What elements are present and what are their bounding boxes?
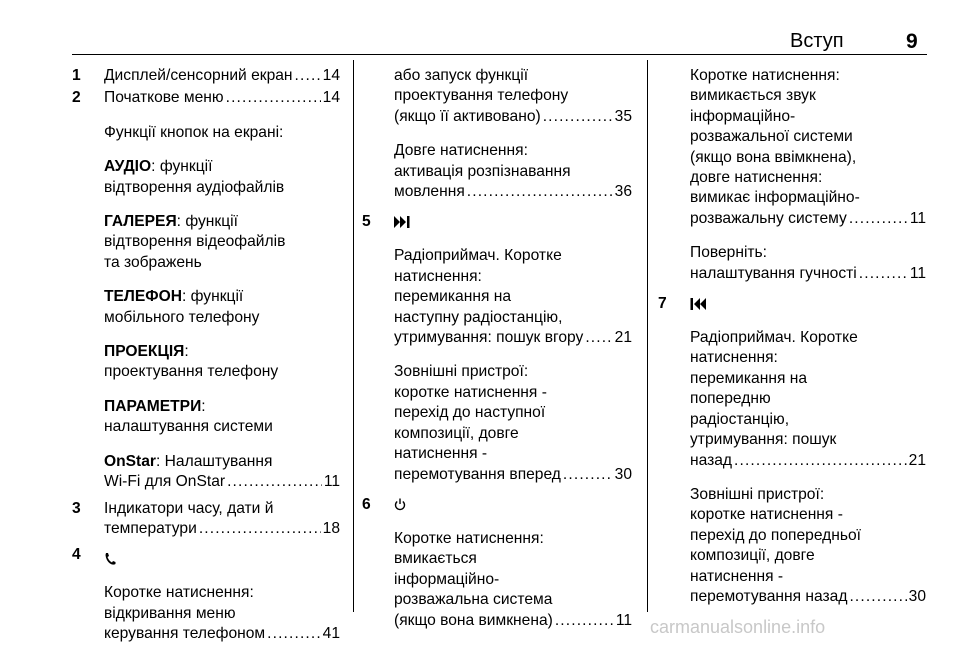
phone-icon	[104, 552, 116, 566]
item-text: Початкове меню	[104, 89, 224, 107]
list-item-2	[72, 88, 340, 492]
item-number: 6	[362, 495, 371, 513]
page-number: 9	[906, 30, 918, 53]
gallery-key: ГАЛЕРЕЯ	[104, 213, 177, 231]
page-ref: 30	[908, 587, 926, 605]
column-divider-left	[353, 60, 354, 612]
phone-entry: ТЕЛЕФОН: функції мобільного телефону	[104, 288, 260, 326]
item-6-description: Коротке натиснення: вмикається інформаційно- розважальна система (якщо вона вимкнена) . . . 11	[394, 529, 632, 631]
projection-key: ПРОЕКЦІЯ	[104, 343, 185, 361]
column-3	[658, 66, 926, 607]
page-ref: 11	[909, 264, 926, 282]
onstar-key: OnStar	[104, 452, 156, 470]
previous-track-icon	[690, 298, 706, 310]
projection-entry: ПРОЕКЦІЯ: проектування телефону	[104, 343, 279, 381]
page-ref: 14	[322, 89, 340, 107]
onstar-entry: OnStar: Налаштування Wi-Fi для OnStar . . . 11	[104, 452, 340, 493]
item-5-radio: Радіоприймач. Коротке натиснення: перемикання на наступну радіостанцію, утримування: пошук вгору . . . 21	[394, 246, 632, 348]
audio-key: АУДІО	[104, 158, 152, 176]
page-ref: 21	[614, 329, 632, 347]
page-ref: 18	[322, 519, 340, 537]
page-ref: 30	[614, 465, 632, 483]
item-6-continued: Коротке натиснення: вимикається звук інформаційно- розважальної системи (якщо вона ввімкнена), довге натиснення: вимикає інформаційно- розважальну систему . . . 11 Поверніть: налаштування гучності . . . 11	[658, 66, 926, 284]
item-number: 7	[658, 295, 667, 313]
page-ref: 21	[908, 451, 926, 469]
list-item-1	[72, 66, 340, 86]
page-ref: 35	[614, 107, 632, 125]
item-7-radio: Радіоприймач. Коротке натиснення: перемикання на попередню радіостанцію, утримування: пошук назад . . . 21	[690, 328, 926, 471]
gallery-entry: ГАЛЕРЕЯ: функції відтворення відеофайлів та зображень	[104, 213, 286, 271]
phone-key: ТЕЛЕФОН	[104, 288, 182, 306]
page-ref: 11	[615, 611, 632, 629]
list-item-6	[362, 491, 632, 631]
item-number: 2	[72, 89, 81, 107]
item-5-external: Зовнішні пристрої: коротке натиснення - перехід до наступної композиції, довге натиснення - перемотування вперед . . . 30	[394, 362, 632, 484]
list-item-3: 3 Індикатори часу, дати й температури . . . 18	[72, 499, 340, 540]
item-number: 4	[72, 546, 81, 564]
list-item-5	[362, 208, 632, 484]
page-header	[0, 30, 960, 60]
list-item-7	[658, 290, 926, 607]
page-ref: 11	[323, 473, 340, 491]
item-text: Дисплей/сенсорний екран	[104, 67, 293, 84]
long-press-entry: Довге натиснення: активація розпізнавання мовлення . . . 36	[394, 141, 632, 202]
item-number: 1	[72, 67, 81, 84]
page-title: Вступ	[790, 30, 844, 52]
column-2	[362, 66, 632, 631]
next-track-icon	[394, 216, 410, 228]
page-ref: 36	[614, 183, 632, 201]
buttons-intro: Функції кнопок на екрані:	[104, 123, 284, 141]
item-4-continued: або запуск функції проектування телефону (якщо її активовано) . . . 35 Довге натиснення: активація розпізнавання мовлення . . . 36	[362, 66, 632, 202]
audio-entry: АУДІО: функції відтворення аудіофайлів	[104, 158, 285, 196]
watermark: carmanualsonline.info	[650, 617, 826, 637]
item-number: 3	[72, 499, 81, 517]
item-4-description: Коротке натиснення: відкривання меню керування телефоном . . . 41	[104, 583, 340, 644]
list-item-4	[72, 545, 340, 644]
header-divider	[72, 54, 927, 55]
column-divider-right	[647, 60, 648, 612]
page-ref: 11	[909, 209, 926, 227]
item-number: 5	[362, 213, 371, 231]
page-ref: 14	[322, 67, 340, 84]
page-ref: 41	[322, 625, 340, 643]
settings-entry: ПАРАМЕТРИ: налаштування системи	[104, 397, 273, 436]
turn-entry: Поверніть: налаштування гучності . . . 11	[690, 243, 926, 284]
column-1	[72, 66, 340, 645]
power-icon	[394, 498, 406, 511]
item-7-external: Зовнішні пристрої: коротке натиснення - перехід до попередньої композиції, довге натиснення - перемотування назад . . . 30	[690, 485, 926, 607]
settings-key: ПАРАМЕТРИ	[104, 397, 202, 415]
